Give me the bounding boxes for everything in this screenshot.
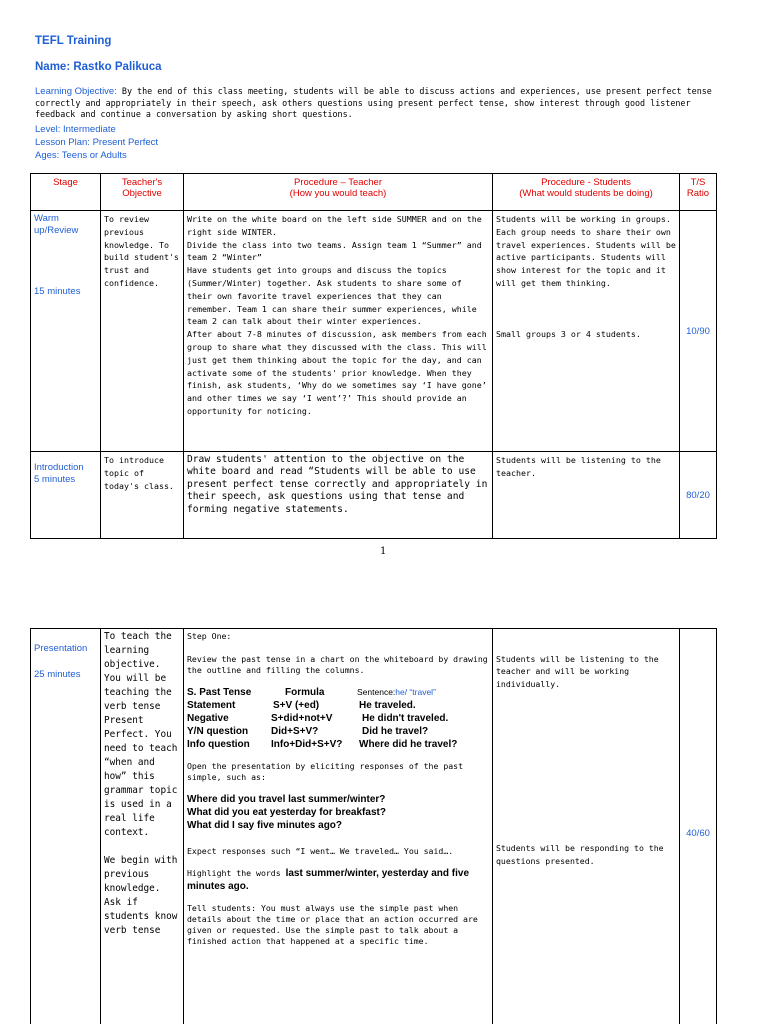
header-stage: Stage [31,174,101,211]
sentence-label: Sentence: [357,687,396,697]
learning-objective [35,86,735,121]
past-tense-chart [187,686,489,751]
student-procedure-text: Students will be listening to the teacher and will be working individually. [496,654,659,689]
header-procedure-students [493,174,680,211]
chart-header-formula: Formula [285,687,325,698]
teacher-procedure-cell [184,629,493,1024]
elicit-question: Where did you travel last summer/winter? [187,794,386,805]
stage-time: 25 minutes [34,668,81,680]
document-title: TEFL Training [35,35,112,47]
expected-responses: Expect responses such “I went… We traveled… You said…. [187,846,454,856]
student-procedure-cell [493,211,680,452]
open-presentation-text: Open the presentation by eliciting responses of the past simple, such as: [187,761,464,782]
objective-cell [101,629,184,1024]
chart-row [187,712,489,725]
stage-cell [31,211,101,452]
chart-cell-example: He didn't traveled. [362,713,449,724]
objective-text: To teach the learning objective. You will be teaching the verb tense Present Perfect. You need to teach “when and how” this grammar topic is used in a real life context. [104,631,178,838]
table-header-row [31,174,717,211]
level-line: Level: Intermediate [35,124,116,135]
lesson-plan-line: Lesson Plan: Present Perfect [35,137,159,148]
chart-cell-form: Statement [187,700,236,711]
header-procedure-students-sub: (What would students be doing) [519,188,653,199]
header-procedure-teacher-sub: (How you would teach) [289,188,387,199]
ratio-cell: 40/60 [680,629,717,1024]
objective-label: Learning Objective: [35,86,117,97]
stage-cell [31,452,101,539]
stage-name: Introduction [34,462,84,473]
chart-cell-form: Y/N question [187,726,249,737]
chart-cell-formula: Info+Did+S+V? [271,739,343,750]
chart-header-sentence [357,686,436,699]
review-instruction: Review the past tense in a chart on the whiteboard by drawing the outline and filling the columns. [187,654,488,675]
sentence-value: he/ “travel” [395,687,436,697]
student-procedure-text: Students will be working in groups. Each group needs to share their own travel experiences. Students will be active participants. Students will show interest for the topic and it will get them thinking. [496,214,676,288]
header-procedure-teacher [184,174,493,211]
teacher-procedure-cell: Write on the white board on the left side SUMMER and on the right side WINTER. Divide the class into two teams. Assign team 1 “Summer” and team 2 “Winter” Have students get into groups and discuss the topics (Summer/Winter) together. Ask students to share some of their own favorite travel experiences that they can remember. Team 1 can share their summer experiences, while team 2 can talk about their winter experiences. After about 7-8 minutes of discussion, ask members from each group to share what they discussed with the class. This will just get them thinking about the topic for the day, and can activate some of the students' prior knowledge. When they finish, ask students, ‘Why do we sometimes say ‘I have gone’ and other times we say ‘I went’?’ This should provide an opportunity for noticing. [184,211,493,452]
ratio-cell: 80/20 [680,452,717,539]
table-row [31,211,717,452]
header-ratio: T/S Ratio [680,174,717,211]
objective-text: By the end of this class meeting, students will be able to discuss actions and experiences, use present perfect tense correctly and appropriately in their speech, ask others questions using present perfect tense, show interest through good listener feedback and continue a conversation by asking short questions. [35,86,712,120]
step-one-label: Step One: [187,631,232,641]
highlight-prefix: Highlight the words [187,868,286,878]
objective-text-2: We begin with previous knowledge. Ask if students know verb tense [104,855,178,936]
stage-name: Warm up/Review [34,213,79,236]
ratio-cell: 10/90 [680,211,717,452]
chart-cell-formula: S+did+not+V [271,713,333,724]
student-procedure-cell: Students will be listening to the teacher. [493,452,680,539]
student-procedure-text-2: Students will be responding to the questions presented. [496,843,664,866]
student-procedure-cell [493,629,680,1024]
elicit-question: What did you eat yesterday for breakfast? [187,807,386,818]
stage-time: 5 minutes [34,473,76,485]
elicit-question: What did I say five minutes ago? [187,820,343,831]
student-grouping: Small groups 3 or 4 students. [496,328,641,339]
ages-line: Ages: Teens or Adults [35,150,127,161]
chart-cell-example: He traveled. [359,700,416,711]
chart-row [187,725,489,738]
chart-cell-form: Negative [187,713,229,724]
chart-cell-example: Did he travel? [362,726,429,737]
objective-cell: To introduce topic of today's class. [101,452,184,539]
lesson-plan-table-continued [30,628,717,1024]
chart-row [187,699,489,712]
chart-cell-formula: S+V (+ed) [273,700,320,711]
teacher-procedure-cell: Draw students' attention to the objective on the white board and read “Students will be able to use present perfect tense correctly and appropriately in their speech, ask questions using that tense and forming negative statements. [184,452,493,539]
stage-name: Presentation [34,643,88,654]
table-row [31,452,717,539]
page-number: 1 [380,546,387,557]
header-procedure-students-title: Procedure - Students [541,177,631,188]
highlight-instruction [187,867,489,893]
chart-cell-example: Where did he travel? [359,739,458,750]
author-name: Name: Rastko Palikuca [35,61,162,73]
chart-header-row [187,686,489,699]
header-teacher-objective: Teacher's Objective [101,174,184,211]
chart-header-tense: S. Past Tense [187,687,252,698]
highlight-words: last summer/winter, yesterday and five minutes ago. [187,868,470,892]
stage-time: 15 minutes [34,286,81,297]
lesson-plan-table [30,173,717,539]
objective-cell: To review previous knowledge. To build student's trust and confidence. [101,211,184,452]
stage-cell [31,629,101,1024]
chart-cell-formula: Did+S+V? [271,726,319,737]
chart-cell-form: Info question [187,739,250,750]
table-row [31,629,717,1024]
simple-past-rule: Tell students: You must always use the simple past when details about the time or place that an action occurred are given or requested. Use the simple past to talk about a finished action that happened at a specific time. [187,903,478,946]
chart-row [187,738,489,751]
header-procedure-teacher-title: Procedure – Teacher [293,177,383,188]
